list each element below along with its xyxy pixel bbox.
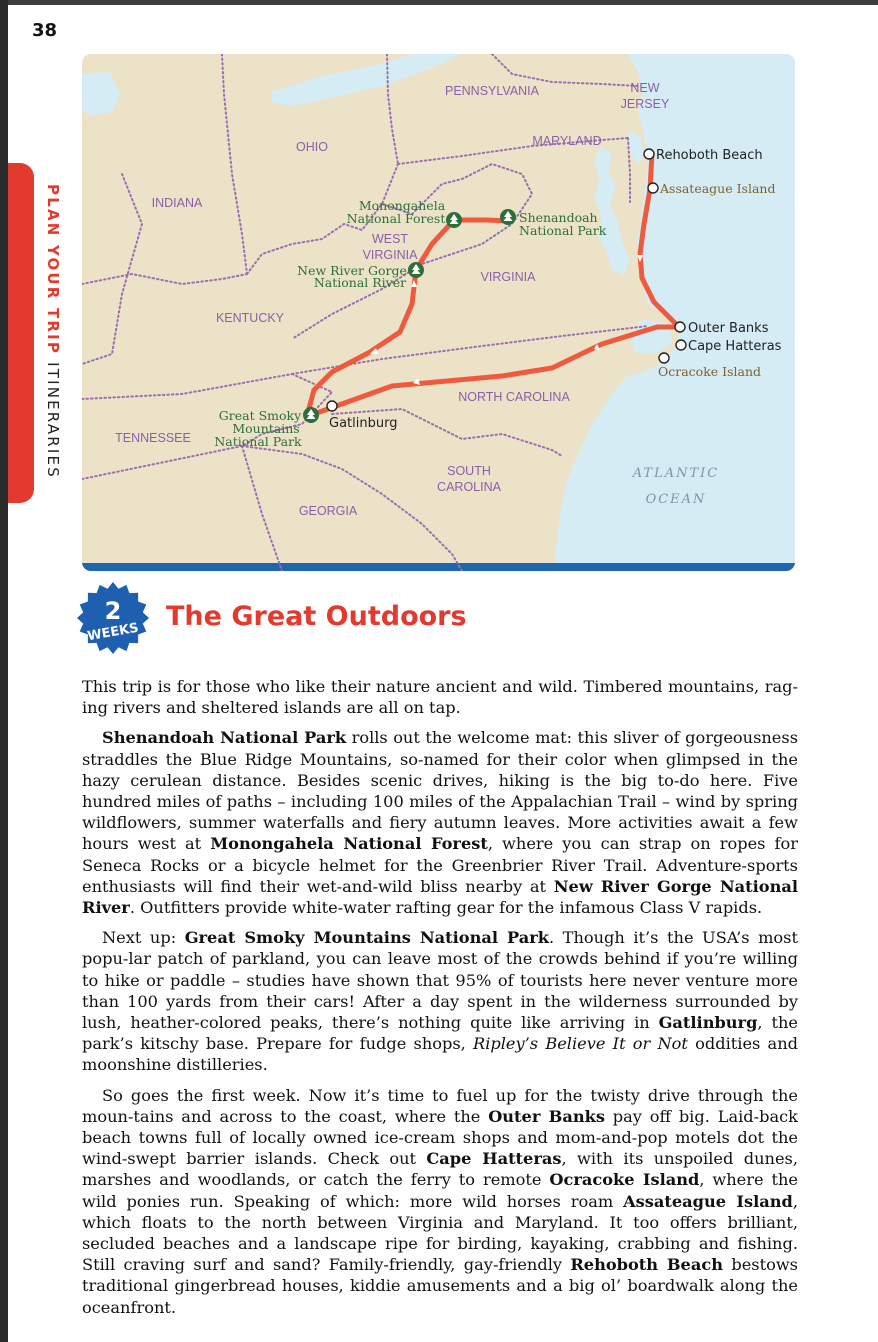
shenandoah-tree-icon [500, 209, 516, 225]
state-label-kentucky: KENTUCKY [215, 311, 285, 325]
place-name: Cape Hatteras [426, 1149, 562, 1169]
subsection-name: ITINERARIES [44, 362, 62, 479]
town-label-outer-banks: Outer Banks [688, 321, 769, 336]
state-label-west-virginia: WEST [371, 232, 409, 246]
route-segment-shenandoah-monongahela [454, 220, 508, 221]
state-label-indiana: INDIANA [151, 196, 203, 210]
state-label-ohio: OHIO [296, 140, 328, 154]
park-label-monongahela: National Forest [346, 211, 446, 226]
place-name: Shenandoah National Park [102, 728, 347, 748]
park-label-shenandoah: National Park [519, 223, 607, 238]
town-label-gatlinburg: Gatlinburg [329, 416, 398, 431]
badge-unit: WEEKS [86, 620, 140, 645]
paragraph: Next up: Great Smoky Mountains National Park. Though it’s the USA’s most popu-lar patch of parkland, you can leave most of the crowds behind if you’re willing to hike or paddle – studies have shown that 95% of tourists here never venture more than 100 yards from their cars! After a day spent in the wilderness surrounded by lush, heather-colored peaks, there’s nothing quite like arriving in Gatlinburg, the park’s kitschy base. Prepare for fudge shops, Ripley’s Believe It or Not oddities and moonshine distilleries. [82, 928, 798, 1075]
state-label-south-carolina: SOUTH [447, 464, 491, 478]
state-label-new-jersey: JERSEY [620, 97, 670, 111]
state-label-north-carolina: NORTH CAROLINA [458, 390, 570, 404]
duration-badge [74, 580, 152, 658]
map-bottom-band [82, 563, 795, 571]
town-label-cape-hatteras: Cape Hatteras [688, 339, 782, 354]
attraction-name: Ripley’s Believe It or Not [473, 1034, 688, 1054]
park-label-monongahela: Monongahela [358, 198, 446, 213]
new-river-tree-icon [408, 262, 424, 278]
town-label-ocracoke: Ocracoke Island [658, 364, 762, 379]
section-tab [8, 163, 34, 503]
top-border [0, 0, 878, 5]
place-name: Gatlinburg [658, 1013, 758, 1033]
page-number: 38 [32, 20, 58, 41]
page-edge [0, 0, 8, 1342]
park-label-smoky: National Park [214, 434, 302, 449]
outer-banks-marker [675, 322, 685, 332]
state-label-pennsylvania: PENNSYLVANIA [444, 84, 540, 98]
rehoboth-marker [644, 149, 654, 159]
park-label-smoky: Great Smoky [218, 408, 302, 423]
monongahela-tree-icon [446, 212, 462, 228]
state-label-maryland: MARYLAND [532, 134, 602, 148]
state-label-new-jersey: NEW [630, 81, 660, 95]
assateague-marker [648, 183, 658, 193]
place-name: Outer Banks [488, 1106, 605, 1126]
place-name: New River Gorge National River [82, 876, 798, 918]
state-label-south-carolina: CAROLINA [437, 480, 501, 494]
badge-number: 2 [104, 597, 122, 625]
section-name: PLAN YOUR TRIP [44, 184, 62, 356]
place-name: Rehoboth Beach [570, 1255, 723, 1275]
town-label-assateague: Assateague Island [660, 181, 776, 196]
state-label-virginia: VIRGINIA [480, 270, 536, 284]
place-name: Monongahela National Forest [210, 834, 488, 854]
smoky-tree-icon [303, 407, 319, 423]
park-label-smoky: Mountains [232, 421, 300, 436]
ocean-label: OCEAN [645, 492, 707, 507]
ocracoke-marker [659, 353, 669, 363]
park-label-shenandoah: Shenandoah [519, 210, 598, 225]
park-label-new-river: National River [313, 275, 407, 290]
gatlinburg-marker [327, 401, 337, 411]
ocean-label: ATLANTIC [632, 466, 720, 481]
park-label-new-river: New River Gorge [297, 263, 407, 278]
itinerary-title: The Great Outdoors [166, 601, 467, 632]
itinerary-body [82, 676, 798, 1327]
cape-hatteras-marker [676, 340, 686, 350]
intro-paragraph: This trip is for those who like their nature ancient and wild. Timbered mountains, rag-ing rivers and sheltered islands are all on tap. [82, 677, 798, 718]
paragraph: Shenandoah National Park rolls out the welcome mat: this sliver of gorgeousness straddles the Blue Ridge Mountains, so-named for their color when glimpsed in the hazy cerulean distance. Besides scenic drives, hiking is the big to-do here. Five hundred miles of paths – including 100 miles of the Appalachian Trail – wind by spring wildflowers, summer waterfalls and fiery autumn leaves. More activities await a few hours west at Monongahela National Forest, where you can strap on ropes for Seneca Rocks or a bicycle helmet for the Greenbrier River Trail. Adventure-sports enthusiasts will find their wet-and-wild bliss nearby at New River Gorge National River. Outfitters provide white-water rafting gear for the infamous Class V rapids. [82, 728, 799, 918]
place-name: Great Smoky Mountains National Park [184, 928, 549, 948]
town-label-rehoboth: Rehoboth Beach [656, 148, 763, 163]
state-label-tennessee: TENNESSEE [115, 431, 191, 445]
section-label [44, 184, 62, 479]
place-name: Ocracoke Island [549, 1170, 700, 1190]
place-name: Assateague Island [623, 1191, 793, 1211]
paragraph: So goes the first week. Now it’s time to fuel up for the twisty drive through the moun-tains and across to the coast, where the Outer Banks pay off big. Laid-back beach towns full of locally owned ice-cream shops and mom-and-pop motels dot the wind-swept barrier islands. Check out Cape Hatteras, with its unspoiled dunes, marshes and woodlands, or catch the ferry to remote Ocracoke Island, where the wild ponies run. Speaking of which: more wild horses roam Assateague Island, which floats to the north between Virginia and Maryland. It too offers brilliant, secluded beaches and a landscape ripe for birding, kayaking, crabbing and fishing. Still craving surf and sand? Family-friendly, gay-friendly Rehoboth Beach bestows traditional gingerbread houses, kiddie amusements and a big ol’ boardwalk along the oceanfront. [82, 1085, 798, 1317]
route-map [82, 54, 795, 571]
state-label-georgia: GEORGIA [298, 504, 358, 518]
state-label-west-virginia: VIRGINIA [362, 248, 418, 262]
